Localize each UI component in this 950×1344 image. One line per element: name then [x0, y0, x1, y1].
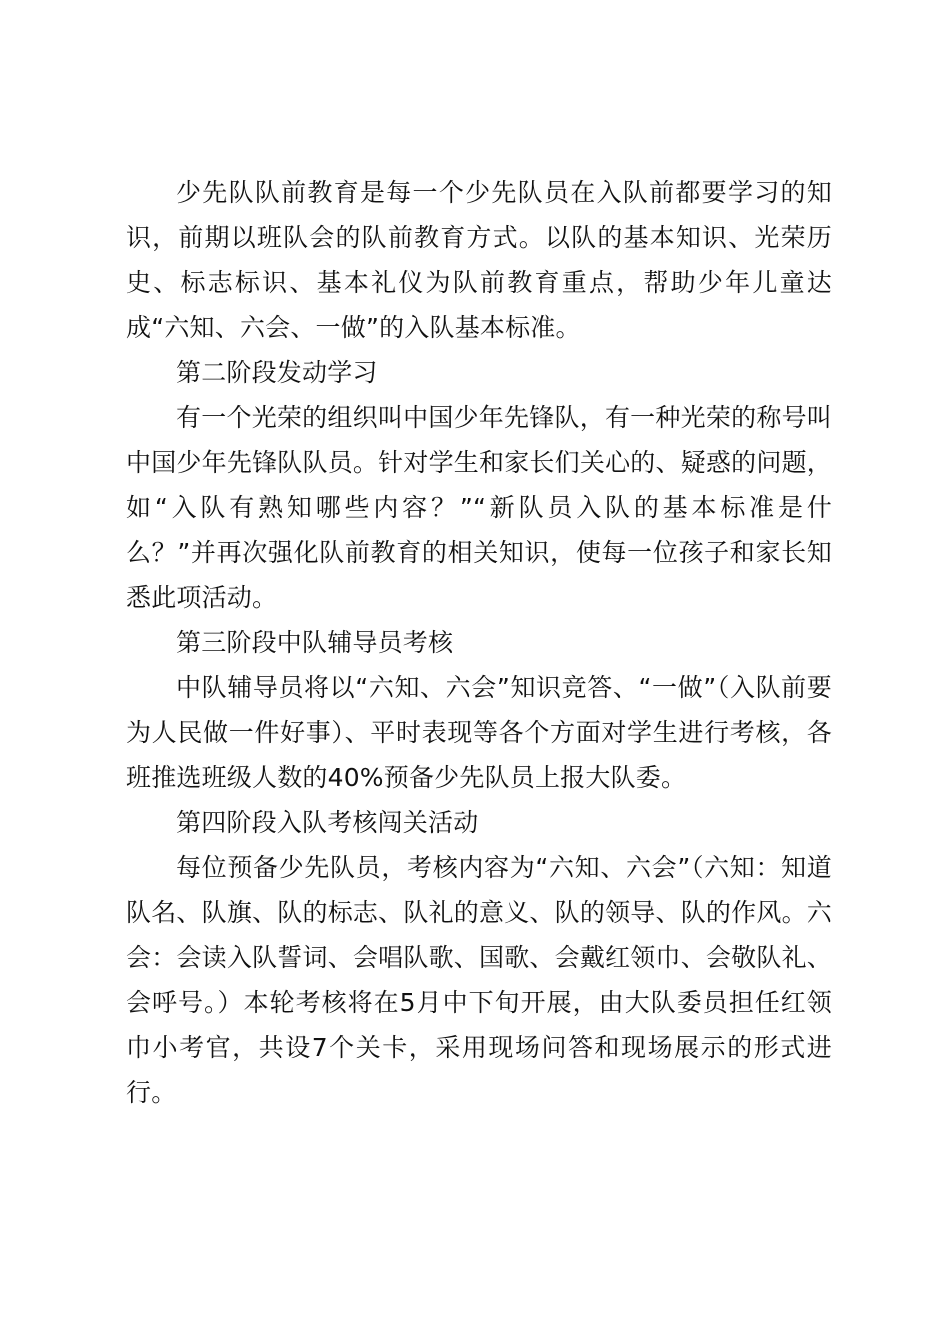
paragraph-stage-4: 每位预备少先队员，考核内容为“六知、六会”（六知：知道队名、队旗、队的标志、队礼的意义、队的领导、队的作风。六会：会读入队誓词、会唱队歌、国歌、会戴红领巾、会敬队礼、会呼号。）本轮考核将在5月中下旬开展，由大队委员担任红领巾小考官，共设7个关卡，采用现场问答和现场展示的形式进行。: [126, 853, 832, 1107]
paragraph-stage-3: 中队辅导员将以“六知、六会”知识竞答、“一做”（入队前要为人民做一件好事）、平时表现等各个方面对学生进行考核，各班推选班级人数的40%预备少先队员上报大队委。: [126, 673, 832, 792]
document-body: [126, 170, 832, 1115]
heading-stage-2: 第二阶段发动学习: [176, 358, 378, 387]
paragraph-intro: 少先队队前教育是每一个少先队员在入队前都要学习的知识，前期以班队会的队前教育方式。以队的基本知识、光荣历史、标志标识、基本礼仪为队前教育重点，帮助少年儿童达成“六知、六会、一做”的入队基本标准。: [126, 178, 832, 342]
paragraph-stage-2: 有一个光荣的组织叫中国少年先锋队，有一种光荣的称号叫中国少年先锋队队员。针对学生和家长们关心的、疑惑的问题，如“入队有熟知哪些内容？”“新队员入队的基本标准是什么？”并再次强化队前教育的相关知识，使每一位孩子和家长知悉此项活动。: [126, 403, 832, 612]
heading-stage-3: 第三阶段中队辅导员考核: [176, 628, 454, 657]
heading-stage-4: 第四阶段入队考核闯关活动: [176, 808, 479, 837]
